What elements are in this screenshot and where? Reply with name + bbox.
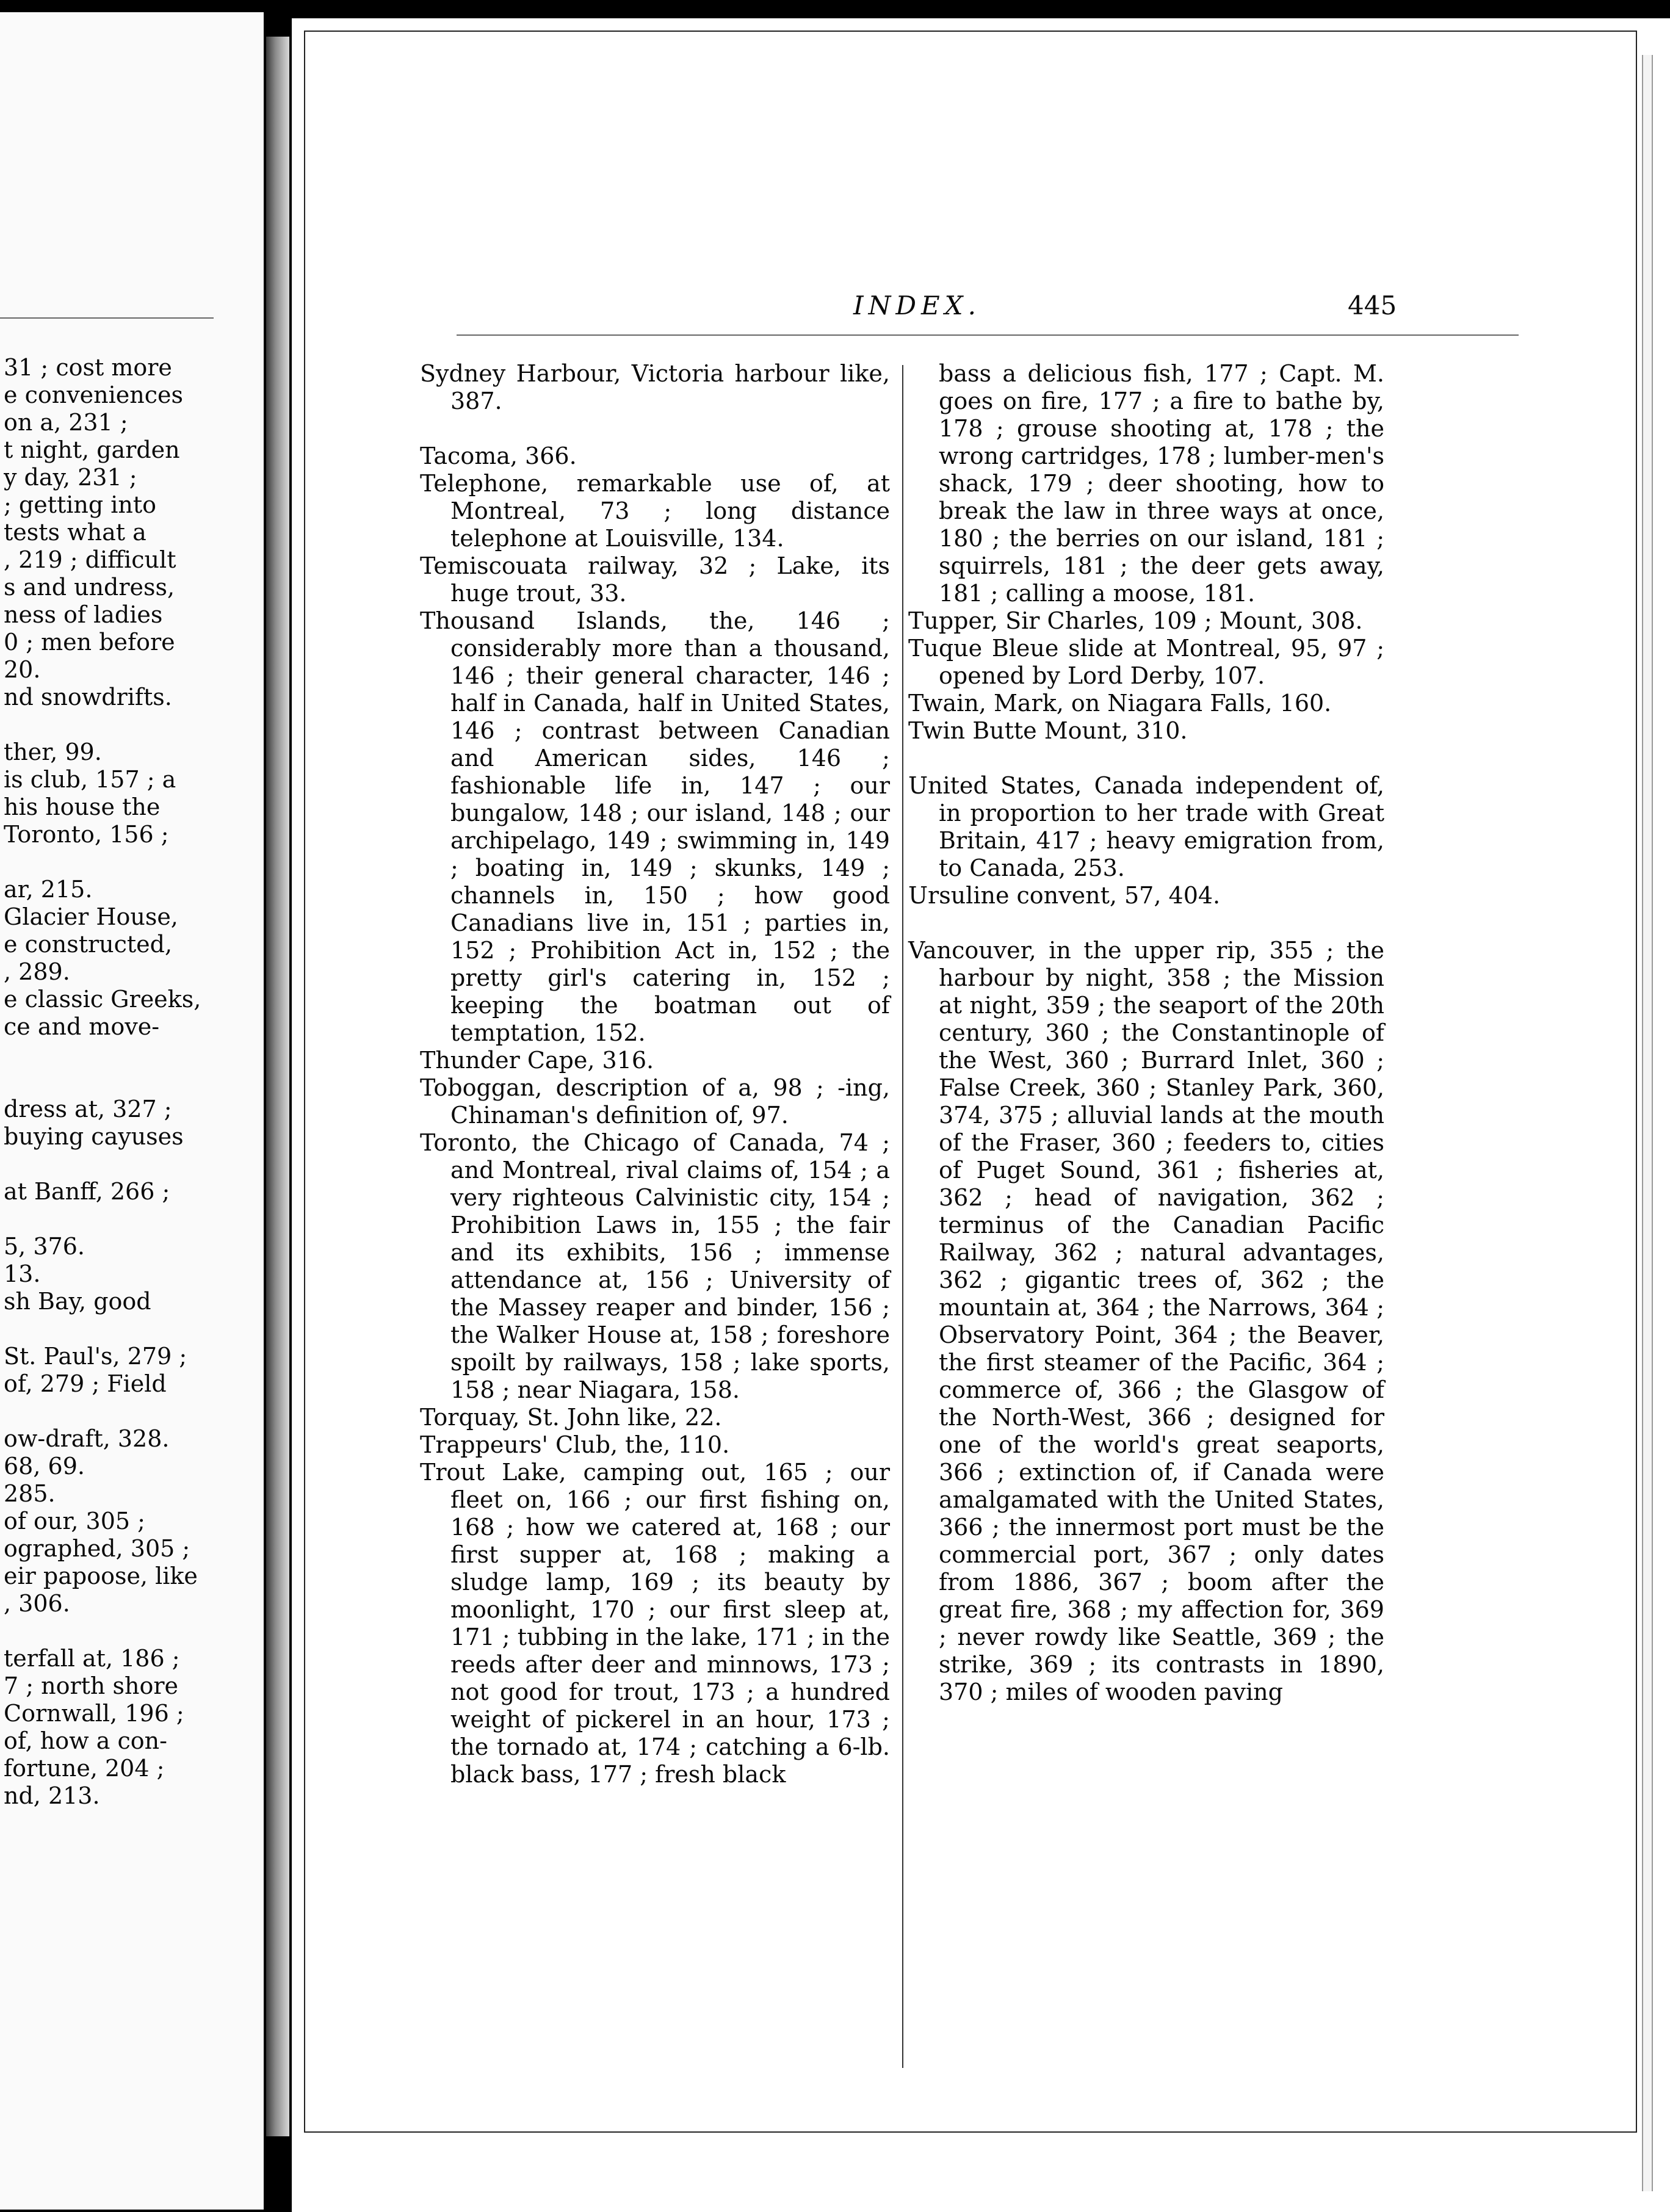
facing-page-line: of, 279 ; Field: [4, 1370, 167, 1397]
facing-page-rule: [0, 317, 214, 319]
facing-page-line: e conveniences: [4, 381, 184, 408]
facing-page-line: dress at, 327 ;: [4, 1096, 172, 1122]
index-entry: United States, Canada independent of, in proportion to her trade with Great Britain, 417 ; heavy emigration from, to Canada, 253.: [908, 772, 1384, 881]
facing-page-line: 68, 69.: [4, 1453, 85, 1480]
facing-page-line: terfall at, 186 ;: [4, 1645, 180, 1672]
index-entry: Trappeurs' Club, the, 110.: [420, 1431, 730, 1458]
facing-page-fragment: [0, 12, 264, 2210]
facing-page-line: ther, 99.: [4, 739, 102, 765]
facing-page-line: on a, 231 ;: [4, 409, 128, 436]
index-entry: Vancouver, in the upper rip, 355 ; the harbour by night, 358 ; the Mission at night, 359 ; the seaport of the 20th century, 360 ; the Constantinople of the West, 360 ; Burrard Inlet, 360 ; False Creek, 360 ; Stanley Park, 360, 374, 375 ; alluvial lands at the mouth of the Fraser, 360 ; feeders to, cities of Puget Sound, 361 ; fisheries at, 362 ; head of navigation, 362 ; terminus of the Canadian Pacific Railway, 362 ; natural advantages, 362 ; gigantic trees of, 362 ; the mountain at, 364 ; the Narrows, 364 ; Observatory Point, 364 ; the Beaver, the first steamer of the Pacific, 364 ; commerce of, 366 ; the Glasgow of the North-West, 366 ; designed for one of the world's great seaports, 366 ; extinction of, if Canada were amalgamated with the United States, 366 ; the innermost port must be the commercial port, 367 ; only dates from 1886, 367 ; boom after the great fire, 368 ; my affection for, 369 ; never rowdy like Seattle, 369 ; the strike, 369 ; its contrasts in 1890, 370 ; miles of wooden paving: [908, 937, 1384, 1705]
facing-page-line: 0 ; men before: [4, 629, 175, 656]
index-entry: Twain, Mark, on Niagara Falls, 160.: [908, 690, 1332, 717]
facing-page-line: ographed, 305 ;: [4, 1535, 190, 1562]
column-divider: [902, 365, 903, 2068]
book-gutter: [266, 37, 289, 2136]
index-entry: Toronto, the Chicago of Canada, 74 ; and Montreal, rival claims of, 154 ; a very righteous Calvinistic city, 154 ; Prohibition Laws in, 155 ; the fair and its exhibits, 156 ; immense attendance at, 156 ; University of the Massey reaper and binder, 156 ; the Walker House at, 158 ; foreshore spoilt by railways, 158 ; lake sports, 158 ; near Niagara, 158.: [420, 1129, 890, 1403]
facing-page-line: nd, 213.: [4, 1782, 100, 1809]
facing-page-line: [4, 1315, 260, 1343]
facing-page-line: ; getting into: [4, 491, 157, 518]
facing-page-line: of our, 305 ;: [4, 1508, 145, 1534]
index-entry: Trout Lake, camping out, 165 ; our fleet on, 166 ; our first fishing on, 168 ; how we catered at, 168 ; our first supper at, 168 ; making a sludge lamp, 169 ; its beauty by moonlight, 170 ; our first sleep at, 171 ; tubbing in the lake, 171 ; in the reeds after deer and minnows, 173 ; not good for trout, 173 ; a hundred weight of pickerel in an hour, 173 ; the tornado at, 174 ; catching a 6-lb. black bass, 177 ; fresh black: [420, 1459, 890, 1788]
facing-page-line: buying cayuses: [4, 1123, 184, 1150]
index-column-left: [420, 360, 890, 1788]
index-entry: Ursuline convent, 57, 404.: [908, 882, 1221, 909]
facing-page-line: [4, 1398, 260, 1425]
index-entry: Temiscouata railway, 32 ; Lake, its huge trout, 33.: [420, 552, 890, 607]
page-number: 445: [1348, 291, 1397, 320]
facing-page-line: 5, 376.: [4, 1233, 85, 1260]
facing-page-line: 20.: [4, 656, 41, 683]
facing-page-line: [4, 1068, 260, 1096]
index-entry: Tupper, Sir Charles, 109 ; Mount, 308.: [908, 607, 1363, 634]
index-entry: Thousand Islands, the, 146 ; considerably more than a thousand, 146 ; their general character, 146 ; half in Canada, half in United States, 146 ; contrast between Canadian and American sides, 146 ; fashionable life in, 147 ; our bungalow, 148 ; our island, 148 ; our archipelago, 149 ; swimming in, 149 ; boating in, 149 ; skunks, 149 ; channels in, 150 ; how good Canadians live in, 151 ; parties in, 152 ; Prohibition Act in, 152 ; the pretty girl's catering in, 152 ; keeping the boatman out of temptation, 152.: [420, 607, 890, 1046]
facing-page-line: ow-draft, 328.: [4, 1425, 170, 1452]
facing-page-line: ness of ladies: [4, 601, 163, 628]
facing-page-line: at Banff, 266 ;: [4, 1178, 170, 1205]
index-page: [292, 18, 1670, 2212]
facing-page-line: eir papoose, like: [4, 1563, 198, 1589]
running-title: INDEX.: [853, 291, 981, 320]
facing-page-line: y day, 231 ;: [4, 464, 137, 491]
facing-page-line: ce and move-: [4, 1013, 160, 1040]
index-entry: Sydney Harbour, Victoria harbour like, 387.: [420, 360, 890, 414]
facing-page-line: Glacier House,: [4, 903, 178, 930]
facing-page-line: [4, 1151, 260, 1178]
index-entry: Twin Butte Mount, 310.: [908, 717, 1188, 744]
facing-page-line: s and undress,: [4, 574, 175, 601]
page-edge: [1642, 55, 1653, 2191]
facing-page-line: ar, 215.: [4, 876, 93, 903]
facing-page-line: is club, 157 ; a: [4, 766, 176, 793]
header-rule: [457, 334, 1519, 336]
facing-page-line: , 219 ; difficult: [4, 546, 176, 573]
facing-page-line: [4, 1205, 260, 1233]
facing-page-line: St. Paul's, 279 ;: [4, 1343, 187, 1370]
index-entry: Tuque Bleue slide at Montreal, 95, 97 ; opened by Lord Derby, 107.: [908, 635, 1384, 689]
index-entry: Torquay, St. John like, 22.: [420, 1404, 722, 1431]
facing-page-line: 13.: [4, 1260, 41, 1287]
facing-page-line: 285.: [4, 1480, 56, 1507]
facing-page-line: , 306.: [4, 1590, 70, 1617]
facing-page-line: [4, 1041, 260, 1068]
facing-page-line: [4, 848, 260, 876]
facing-page-line: e constructed,: [4, 931, 173, 958]
facing-page-line: fortune, 204 ;: [4, 1755, 165, 1782]
index-entry: Toboggan, description of a, 98 ; -ing, Chinaman's definition of, 97.: [420, 1074, 890, 1129]
facing-page-line: e classic Greeks,: [4, 986, 201, 1013]
facing-page-line: sh Bay, good: [4, 1288, 151, 1315]
index-entry: Telephone, remarkable use of, at Montreal, 73 ; long distance telephone at Louisville, 134.: [420, 470, 890, 552]
facing-page-line: Toronto, 156 ;: [4, 821, 169, 848]
facing-page-line: nd snowdrifts.: [4, 684, 172, 710]
facing-page-line: Cornwall, 196 ;: [4, 1700, 184, 1727]
facing-page-line: , 289.: [4, 958, 70, 985]
index-entry: bass a delicious fish, 177 ; Capt. M. goes on fire, 177 ; a fire to bathe by, 178 ; grouse shooting at, 178 ; the wrong cartridges, 178 ; lumber-men's shack, 179 ; deer shooting, how to break the law in three ways at once, 180 ; the berries on our island, 181 ; squirrels, 181 ; the deer gets away, 181 ; calling a moose, 181.: [939, 360, 1384, 607]
facing-page-line: 7 ; north shore: [4, 1672, 178, 1699]
facing-page-text: [4, 354, 260, 1810]
index-column-right: [908, 360, 1384, 1706]
index-entry: Tacoma, 366.: [420, 443, 577, 469]
facing-page-line: his house the: [4, 793, 161, 820]
facing-page-line: of, how a con-: [4, 1727, 167, 1754]
index-entry: Thunder Cape, 316.: [420, 1047, 654, 1074]
running-head: [292, 291, 1670, 327]
facing-page-line: [4, 1617, 260, 1645]
facing-page-line: [4, 711, 260, 739]
facing-page-line: tests what a: [4, 519, 146, 546]
facing-page-line: t night, garden: [4, 436, 180, 463]
facing-page-line: 31 ; cost more: [4, 354, 172, 381]
